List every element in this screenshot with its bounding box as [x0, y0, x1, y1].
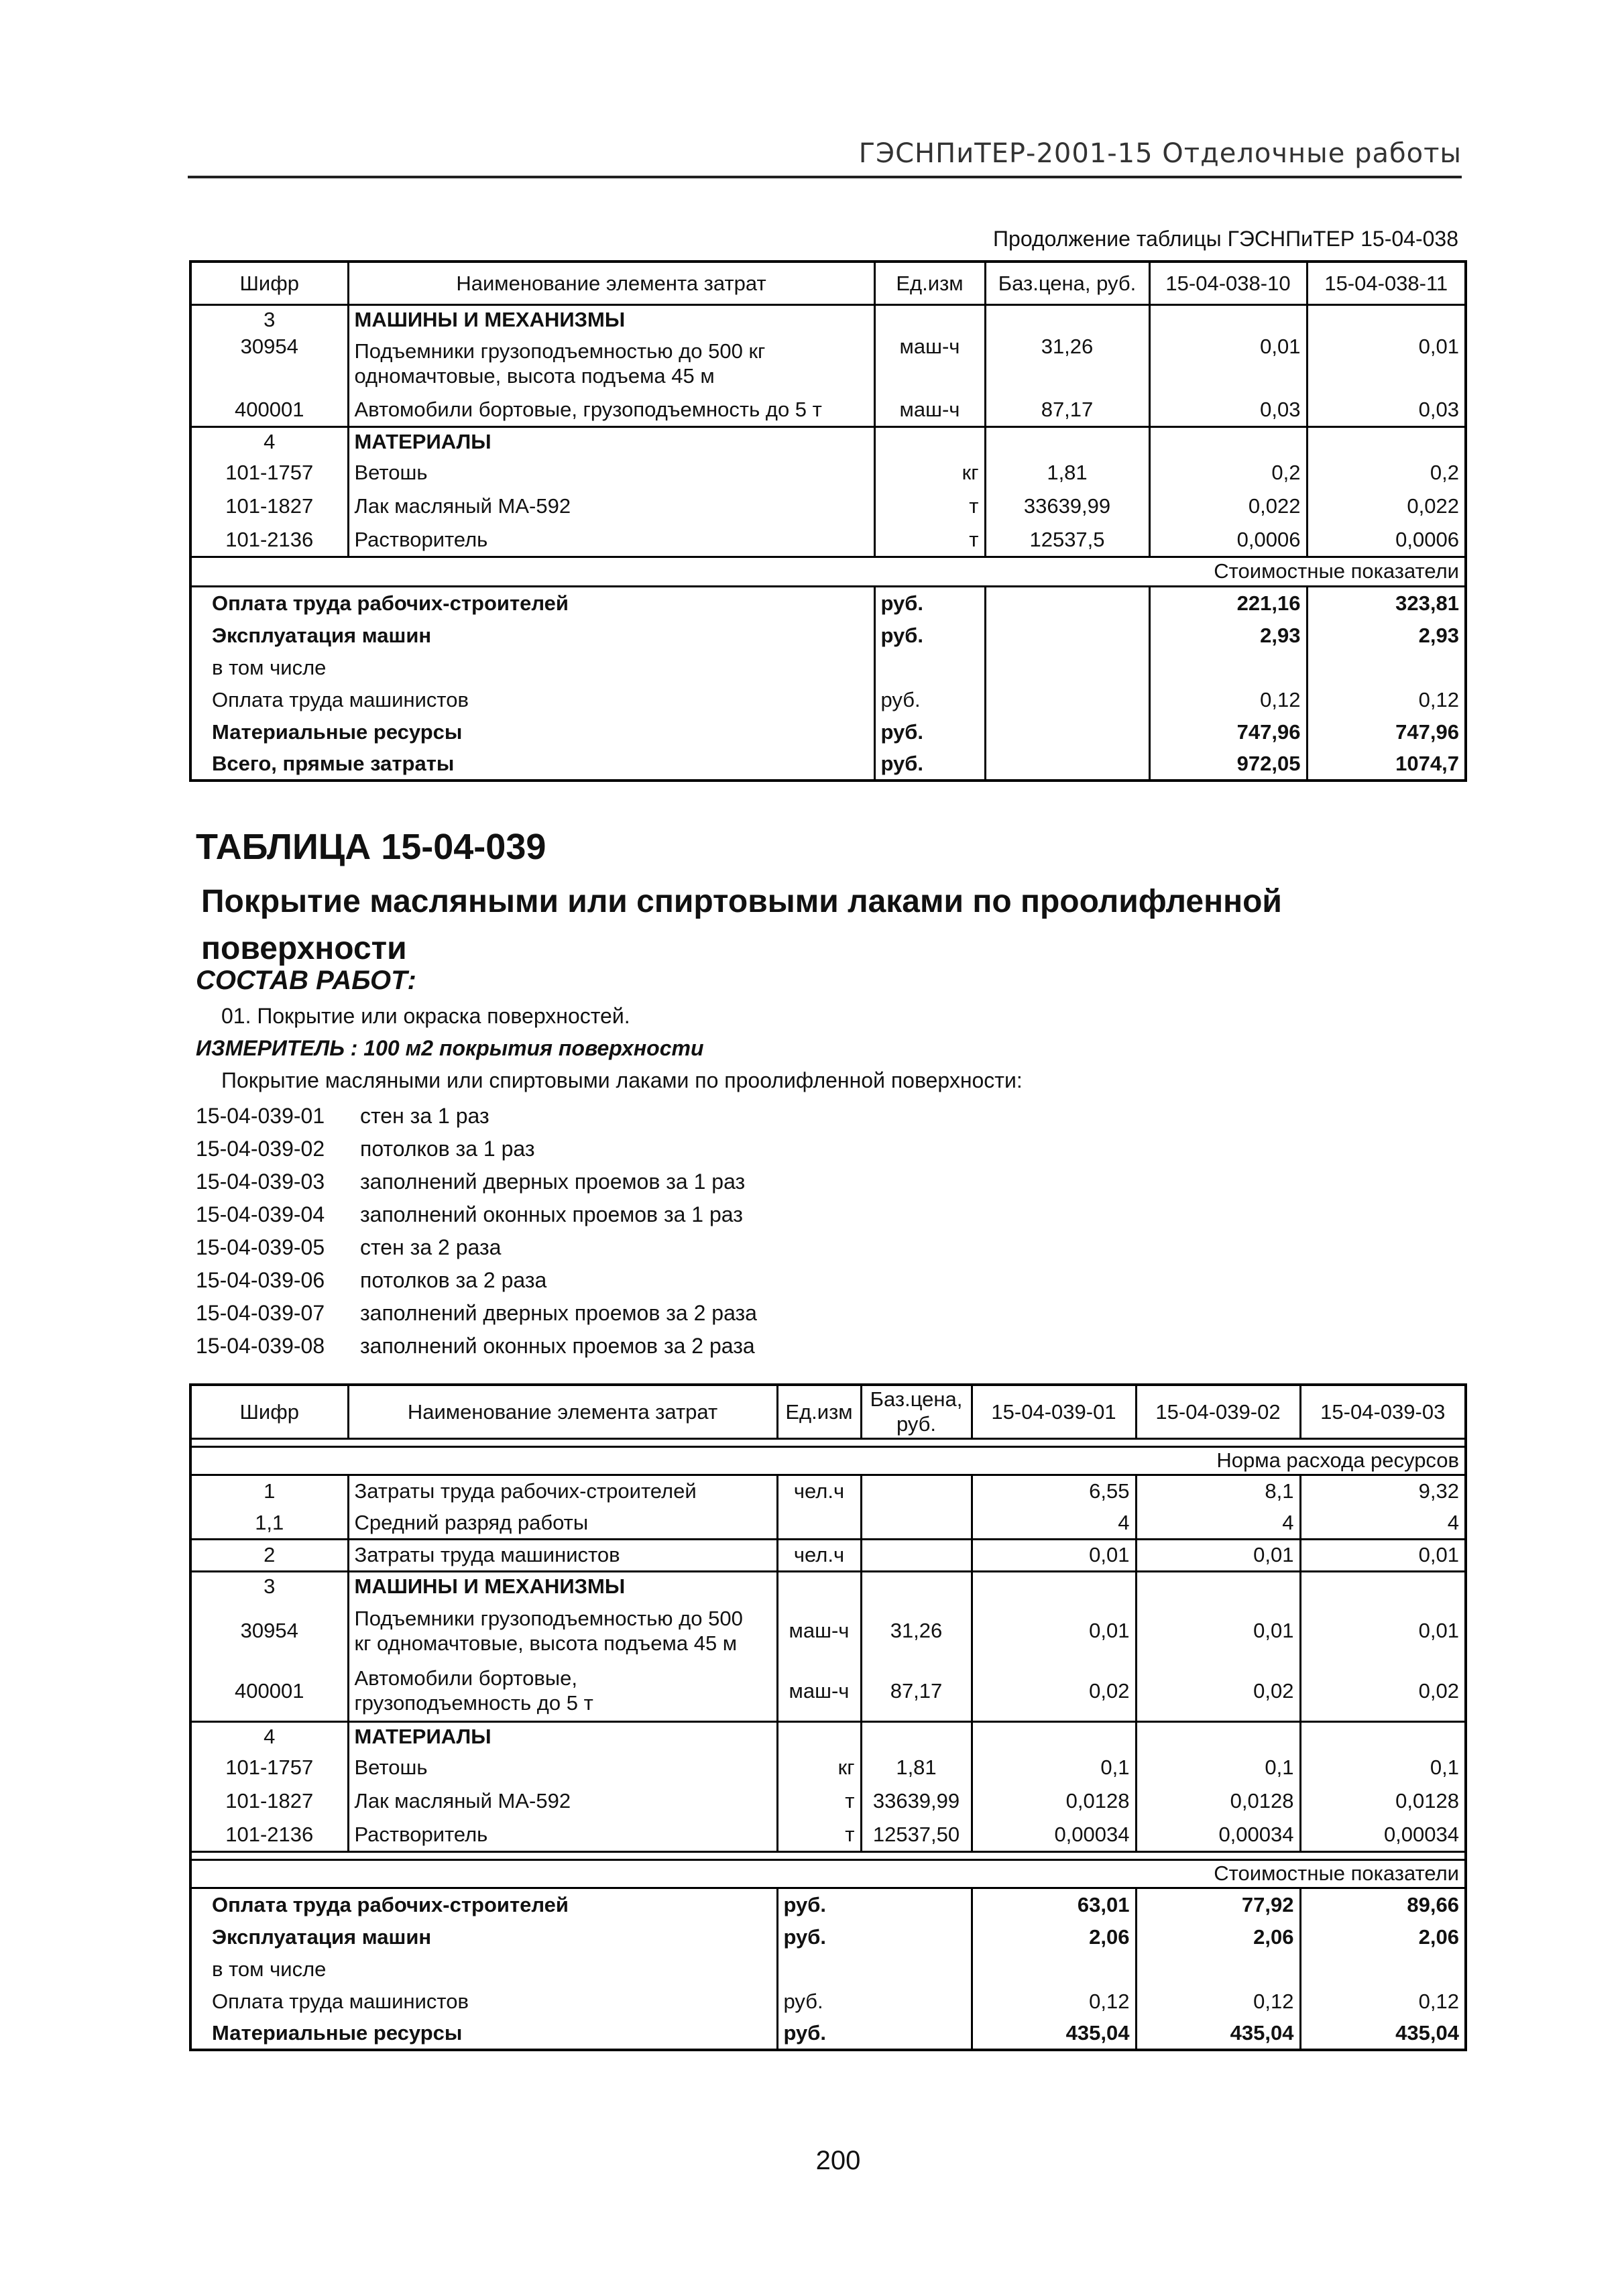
row-value: 0,03	[1307, 393, 1466, 426]
section-number: 4	[190, 426, 348, 456]
row-name: Материальные ресурсы	[212, 2021, 463, 2045]
row-name: Автомобили бортовые, грузоподъемность до 5 т	[348, 1661, 777, 1721]
table-row	[190, 1475, 1466, 1507]
row-name: Затраты труда машинистов	[348, 1539, 777, 1571]
row-value: 435,04	[1136, 2018, 1300, 2050]
row-price: 87,17	[861, 1661, 972, 1721]
row-unit: кг	[777, 1751, 861, 1784]
row-value: 0,00034	[972, 1818, 1136, 1851]
row-name: в том числе	[212, 656, 327, 680]
row-value: 0,00034	[1136, 1818, 1300, 1851]
variant-text: стен за 1 раз	[360, 1104, 489, 1128]
row-value: 2,06	[1136, 1921, 1300, 1953]
row-name: Затраты труда рабочих-строителей	[348, 1475, 777, 1507]
table-row	[190, 716, 1466, 748]
row-value: 0,0006	[1149, 523, 1307, 557]
row-value: 6,55	[972, 1475, 1136, 1507]
row-value: 0,01	[972, 1601, 1136, 1661]
row-value: 747,96	[1149, 716, 1307, 748]
row-name: Всего, прямые затраты	[212, 752, 455, 776]
table-row	[190, 1784, 1466, 1818]
variants-list	[196, 1100, 757, 1363]
row-code: 30954	[240, 335, 298, 358]
row-name: Средний разряд работы	[348, 1507, 777, 1539]
row-value: 0,01	[1300, 1601, 1466, 1661]
row-price: 1,81	[861, 1751, 972, 1784]
row-value: 0,0128	[972, 1784, 1136, 1818]
table-row	[190, 1571, 1466, 1601]
cost-section-label: Стоимостные показатели	[190, 1859, 1466, 1888]
variant-code: 15-04-039-02	[196, 1137, 325, 1161]
row-unit: руб.	[874, 716, 985, 748]
row-value: 0,02	[972, 1661, 1136, 1721]
table-row	[190, 1986, 1466, 2018]
variant-code: 15-04-039-05	[196, 1235, 325, 1259]
row-value: 0,1	[1300, 1751, 1466, 1784]
row-code: 101-1827	[225, 1789, 314, 1813]
row-code: 101-2136	[225, 527, 314, 551]
table-row	[190, 1539, 1466, 1571]
row-value: 0,022	[1307, 490, 1466, 523]
variant-code: 15-04-039-04	[196, 1202, 325, 1226]
variant-text: заполнений дверных проемов за 2 раза	[360, 1301, 757, 1325]
row-name: Оплата труда рабочих-строителей	[190, 586, 874, 620]
row-value: 0,0128	[1136, 1784, 1300, 1818]
variant-text: заполнений оконных проемов за 1 раз	[360, 1202, 743, 1226]
row-code: 101-2136	[225, 1822, 314, 1846]
row-value: 4	[1300, 1507, 1466, 1539]
work-item: 01. Покрытие или окраска поверхностей.	[221, 1004, 630, 1028]
row-name: Растворитель	[348, 523, 874, 557]
table-row	[190, 393, 1466, 426]
table-row	[190, 1601, 1466, 1661]
table-row	[190, 1953, 1466, 1986]
row-value: 0,02	[1136, 1661, 1300, 1721]
section-title: МАШИНЫ И МЕХАНИЗМЫ	[348, 304, 874, 334]
table-row	[190, 490, 1466, 523]
row-unit: руб.	[874, 748, 985, 781]
row-name: Оплата труда машинистов	[212, 688, 469, 712]
table-row	[190, 2018, 1466, 2050]
header-name: Наименование элемента затрат	[348, 262, 874, 304]
header-variant-02: 15-04-039-02	[1136, 1385, 1300, 1438]
variant-code: 15-04-039-06	[196, 1268, 325, 1292]
table-title: Покрытие масляными или спиртовыми лаками по проолифленной поверхности	[201, 884, 1282, 966]
table-row	[190, 586, 1466, 620]
row-value: 0,12	[1307, 684, 1466, 716]
row-value: 9,32	[1300, 1475, 1466, 1507]
resource-table-15-04-039	[189, 1383, 1467, 2051]
row-value: 0,01	[1307, 334, 1466, 393]
header-price: Баз.цена, руб.	[861, 1385, 972, 1438]
row-name: в том числе	[212, 1957, 327, 1982]
row-unit: маш-ч	[777, 1661, 861, 1721]
list-item	[196, 1264, 757, 1297]
header-variant-10: 15-04-038-10	[1149, 262, 1307, 304]
header-unit: Ед.изм	[777, 1385, 861, 1438]
row-value: 0,12	[972, 1986, 1136, 2018]
row-unit: чел.ч	[777, 1475, 861, 1507]
table-row	[190, 1661, 1466, 1721]
table-row	[190, 523, 1466, 557]
measure-unit: ИЗМЕРИТЕЛЬ : 100 м2 покрытия поверхности	[196, 1036, 704, 1060]
table-row	[190, 334, 1466, 393]
row-unit: руб.	[874, 586, 985, 620]
table-number: ТАБЛИЦА 15-04-039	[196, 827, 546, 867]
variant-text: потолков за 2 раза	[360, 1268, 547, 1292]
table-row	[190, 1921, 1466, 1953]
row-code: 101-1757	[225, 461, 314, 485]
row-unit: кг	[874, 456, 985, 490]
row-code: 30954	[240, 1619, 298, 1643]
table-row	[190, 1721, 1466, 1751]
table-row	[190, 1818, 1466, 1851]
row-value: 2,93	[1307, 620, 1466, 652]
table-header-row	[190, 1385, 1466, 1438]
row-unit: руб.	[777, 1921, 972, 1953]
running-header: ГЭСНПиТЕР-2001-15 Отделочные работы	[858, 138, 1462, 169]
row-name: Подъемники грузоподъемностью до 500 кг одномачтовые, высота подъема 45 м	[348, 334, 874, 393]
row-unit: маш-ч	[874, 334, 985, 393]
row-code: 101-1827	[225, 494, 314, 518]
row-value: 89,66	[1300, 1888, 1466, 1921]
row-unit: руб.	[777, 1986, 972, 2018]
row-unit: т	[777, 1818, 861, 1851]
row-value: 0,01	[1149, 334, 1307, 393]
row-code: 1,1	[190, 1507, 348, 1539]
list-item	[196, 1100, 757, 1133]
row-value: 0,00034	[1300, 1818, 1466, 1851]
row-value: 0,2	[1149, 456, 1307, 490]
row-value: 0,01	[1136, 1601, 1300, 1661]
table-row	[190, 304, 1466, 334]
table-row	[190, 1888, 1466, 1921]
row-unit: т	[874, 490, 985, 523]
row-name: Лак масляный МА-592	[348, 1784, 777, 1818]
row-name: Ветошь	[348, 1751, 777, 1784]
list-item	[196, 1165, 757, 1198]
header-variant-01: 15-04-039-01	[972, 1385, 1136, 1438]
table-row	[190, 557, 1466, 586]
row-value: 2,06	[972, 1921, 1136, 1953]
variant-code: 15-04-039-07	[196, 1301, 325, 1325]
row-code: 101-1757	[225, 1756, 314, 1780]
table-row	[190, 748, 1466, 781]
row-unit: т	[777, 1784, 861, 1818]
row-value: 972,05	[1149, 748, 1307, 781]
row-value: 0,0006	[1307, 523, 1466, 557]
row-value: 2,93	[1149, 620, 1307, 652]
row-price: 33639,99	[861, 1784, 972, 1818]
row-value: 4	[1136, 1507, 1300, 1539]
row-name: Растворитель	[348, 1818, 777, 1851]
row-price: 31,26	[985, 334, 1149, 393]
header-unit: Ед.изм	[874, 262, 985, 304]
row-name: Подъемники грузоподъемностью до 500 кг одномачтовые, высота подъема 45 м	[348, 1601, 777, 1661]
row-value: 435,04	[1300, 2018, 1466, 2050]
header-variant-11: 15-04-038-11	[1307, 262, 1466, 304]
row-value: 0,03	[1149, 393, 1307, 426]
variant-code: 15-04-039-03	[196, 1169, 325, 1194]
norm-section-label: Норма расхода ресурсов	[190, 1446, 1466, 1475]
section-title: МАТЕРИАЛЫ	[348, 1721, 777, 1751]
row-unit: маш-ч	[777, 1601, 861, 1661]
table-row	[190, 652, 1466, 684]
row-value: 435,04	[972, 2018, 1136, 2050]
row-price: 1,81	[985, 456, 1149, 490]
row-name: Лак масляный МА-592	[348, 490, 874, 523]
section-number: 4	[190, 1721, 348, 1751]
row-price: 12537,5	[985, 523, 1149, 557]
table-row	[190, 1859, 1466, 1888]
table-header-row	[190, 262, 1466, 304]
row-name: Эксплуатация машин	[212, 624, 432, 648]
row-value: 0,01	[1136, 1539, 1300, 1571]
variant-text: заполнений дверных проемов за 1 раз	[360, 1169, 746, 1194]
row-value: 0,12	[1149, 684, 1307, 716]
cost-section-label: Стоимостные показатели	[190, 557, 1466, 586]
row-value: 0,022	[1149, 490, 1307, 523]
row-value: 0,12	[1136, 1986, 1300, 2018]
variant-text: заполнений оконных проемов за 2 раза	[360, 1334, 755, 1358]
row-value: 8,1	[1136, 1475, 1300, 1507]
table-row	[190, 1751, 1466, 1784]
row-value: 2,06	[1300, 1921, 1466, 1953]
row-unit: чел.ч	[777, 1539, 861, 1571]
section-number: 3	[264, 308, 276, 332]
row-value: 0,1	[1136, 1751, 1300, 1784]
row-value: 0,01	[1300, 1539, 1466, 1571]
table-row	[190, 1446, 1466, 1475]
header-code: Шифр	[190, 262, 348, 304]
table-row	[190, 1507, 1466, 1539]
row-unit: т	[874, 523, 985, 557]
row-unit: маш-ч	[874, 393, 985, 426]
table-row	[190, 684, 1466, 716]
list-item	[196, 1133, 757, 1165]
row-value: 4	[972, 1507, 1136, 1539]
section-title: МАШИНЫ И МЕХАНИЗМЫ	[348, 1571, 777, 1601]
row-name: Оплата труда машинистов	[212, 1990, 469, 2014]
page-number: 200	[815, 2146, 861, 2175]
row-value: 0,2	[1307, 456, 1466, 490]
row-name: Материальные ресурсы	[212, 720, 463, 744]
row-value: 1074,7	[1307, 748, 1466, 781]
row-price: 87,17	[985, 393, 1149, 426]
header-variant-03: 15-04-039-03	[1300, 1385, 1466, 1438]
row-value: 747,96	[1307, 716, 1466, 748]
section-title: МАТЕРИАЛЫ	[348, 426, 874, 456]
header-name: Наименование элемента затрат	[348, 1385, 777, 1438]
row-name: Оплата труда рабочих-строителей	[212, 1893, 569, 1917]
resource-table-15-04-038	[189, 260, 1467, 782]
table-row	[190, 426, 1466, 456]
row-value: 0,02	[1300, 1661, 1466, 1721]
list-item	[196, 1297, 757, 1330]
row-unit: руб.	[777, 1888, 972, 1921]
list-item	[196, 1198, 757, 1231]
variant-code: 15-04-039-01	[196, 1104, 325, 1128]
row-name: Эксплуатация машин	[212, 1925, 432, 1949]
row-value: 0,0128	[1300, 1784, 1466, 1818]
list-item	[196, 1330, 757, 1363]
row-price: 12537,50	[861, 1818, 972, 1851]
header-code: Шифр	[190, 1385, 348, 1438]
table-row	[190, 620, 1466, 652]
row-price: 31,26	[861, 1601, 972, 1661]
row-unit: руб.	[874, 684, 985, 716]
row-value: 0,1	[972, 1751, 1136, 1784]
row-unit: руб.	[777, 2018, 972, 2050]
header-rule	[188, 176, 1462, 178]
row-value: 77,92	[1136, 1888, 1300, 1921]
row-name: Ветошь	[348, 456, 874, 490]
work-composition-caption: СОСТАВ РАБОТ:	[196, 966, 416, 995]
header-price: Баз.цена, руб.	[985, 262, 1149, 304]
variant-text: стен за 2 раза	[360, 1235, 502, 1259]
row-code: 1	[264, 1479, 276, 1503]
row-value: 0,12	[1300, 1986, 1466, 2018]
continuation-caption: Продолжение таблицы ГЭСНПиТЕР 15-04-038	[993, 227, 1458, 251]
row-code: 400001	[235, 397, 304, 421]
list-item	[196, 1231, 757, 1264]
section-number: 3	[264, 1574, 276, 1599]
row-code: 2	[190, 1539, 348, 1571]
row-unit: руб.	[874, 620, 985, 652]
variants-intro: Покрытие масляными или спиртовыми лаками по проолифленной поверхности:	[221, 1068, 1023, 1092]
row-value: 0,01	[972, 1539, 1136, 1571]
row-value: 323,81	[1307, 586, 1466, 620]
row-value: 221,16	[1149, 586, 1307, 620]
variant-code: 15-04-039-08	[196, 1334, 325, 1358]
row-price: 33639,99	[985, 490, 1149, 523]
variant-text: потолков за 1 раз	[360, 1137, 535, 1161]
row-name: Автомобили бортовые, грузоподъемность до 5 т	[348, 393, 874, 426]
table-row	[190, 456, 1466, 490]
row-code: 400001	[235, 1678, 304, 1703]
row-value: 63,01	[972, 1888, 1136, 1921]
